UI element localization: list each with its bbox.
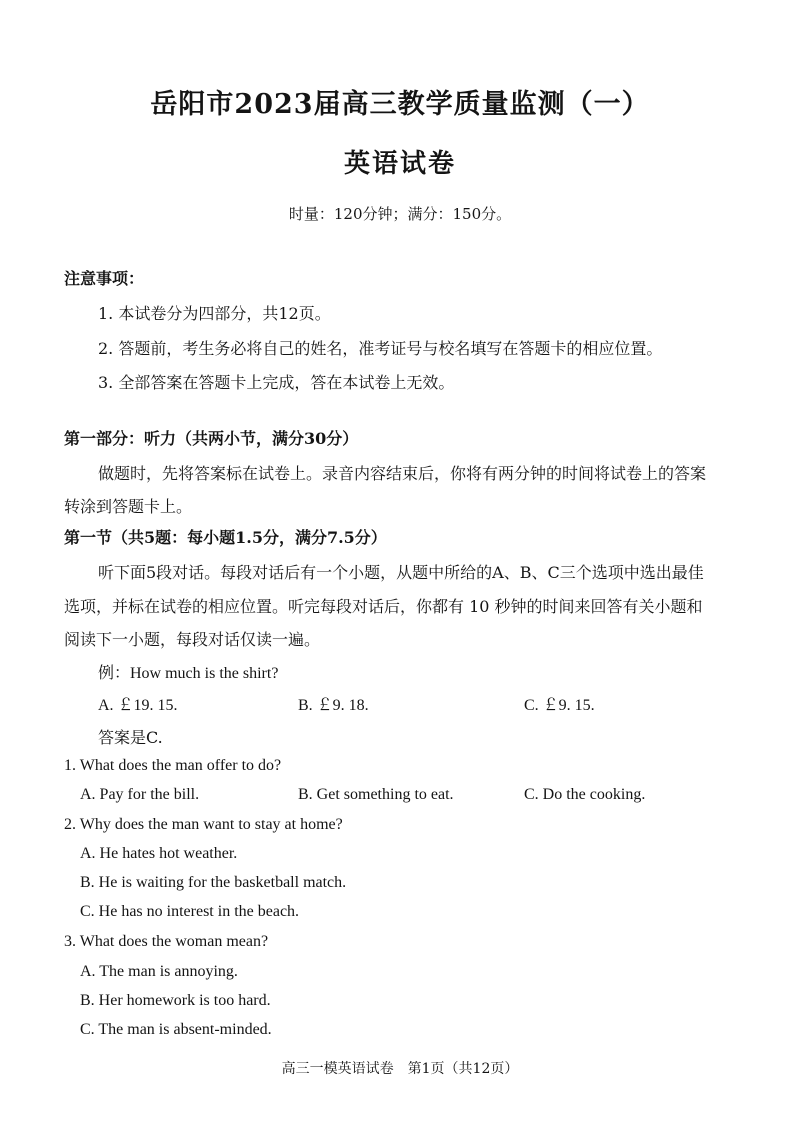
question-2-option-b: B. He is waiting for the basketball match. — [80, 874, 347, 891]
example-answer: 答案是C. — [98, 728, 163, 747]
question-2-option-c: C. He has no interest in the beach. — [80, 903, 300, 920]
page-title: 岳阳市2023届高三教学质量监测（一） — [150, 89, 650, 120]
example-option-c: C. ￡9. 15. — [524, 697, 595, 714]
question-1: 1. What does the man offer to do? — [64, 757, 282, 774]
section1-intro-line-3: 阅读下一小题，每段对话仅读一遍。 — [64, 630, 321, 649]
note-item-1: 1. 本试卷分为四部分，共12页。 — [98, 304, 331, 323]
example-option-a: A. ￡19. 15. — [98, 697, 178, 714]
section1-intro-line-2: 选项，并标在试卷的相应位置。听完每段对话后，你都有 10 秒钟的时间来回答有关小题和 — [64, 597, 703, 616]
exam-time-and-score: 时量：120分钟；满分：150分。 — [288, 205, 512, 223]
question-1-option-c: C. Do the cooking. — [524, 786, 646, 803]
question-2-option-a: A. He hates hot weather. — [80, 845, 238, 862]
question-1-option-b: B. Get something to eat. — [298, 786, 454, 803]
section1-heading: 第一节（共5题：每小题1.5分，满分7.5分） — [64, 528, 387, 547]
question-3-option-b: B. Her homework is too hard. — [80, 992, 271, 1009]
section1-intro-line-1: 听下面5段对话。每段对话后有一个小题，从题中所给的A、B、C三个选项中选出最佳 — [98, 563, 704, 582]
part1-intro-line-2: 转涂到答题卡上。 — [64, 497, 193, 516]
example-option-b: B. ￡9. 18. — [298, 697, 369, 714]
page-footer: 高三一模英语试卷 第1页（共12页） — [281, 1061, 519, 1077]
question-3: 3. What does the woman mean? — [64, 933, 269, 950]
question-2: 2. Why does the man want to stay at home? — [64, 816, 343, 833]
part1-heading: 第一部分：听力（共两小节，满分30分） — [64, 429, 359, 448]
question-1-option-a: A. Pay for the bill. — [80, 786, 200, 803]
page-subtitle: 英语试卷 — [343, 149, 456, 179]
question-3-option-a: A. The man is annoying. — [80, 963, 238, 980]
note-item-3: 3. 全部答案在答题卡上完成，答在本试卷上无效。 — [98, 373, 455, 392]
part1-intro-line-1: 做题时，先将答案标在试卷上。录音内容结束后，你将有两分钟的时间将试卷上的答案 — [98, 464, 707, 483]
question-3-option-c: C. The man is absent-minded. — [80, 1021, 272, 1038]
example-question: 例：How much is the shirt? — [98, 665, 279, 682]
notes-heading: 注意事项： — [64, 269, 145, 288]
note-item-2: 2. 答题前，考生务必将自己的姓名，准考证号与校名填写在答题卡的相应位置。 — [98, 339, 663, 358]
